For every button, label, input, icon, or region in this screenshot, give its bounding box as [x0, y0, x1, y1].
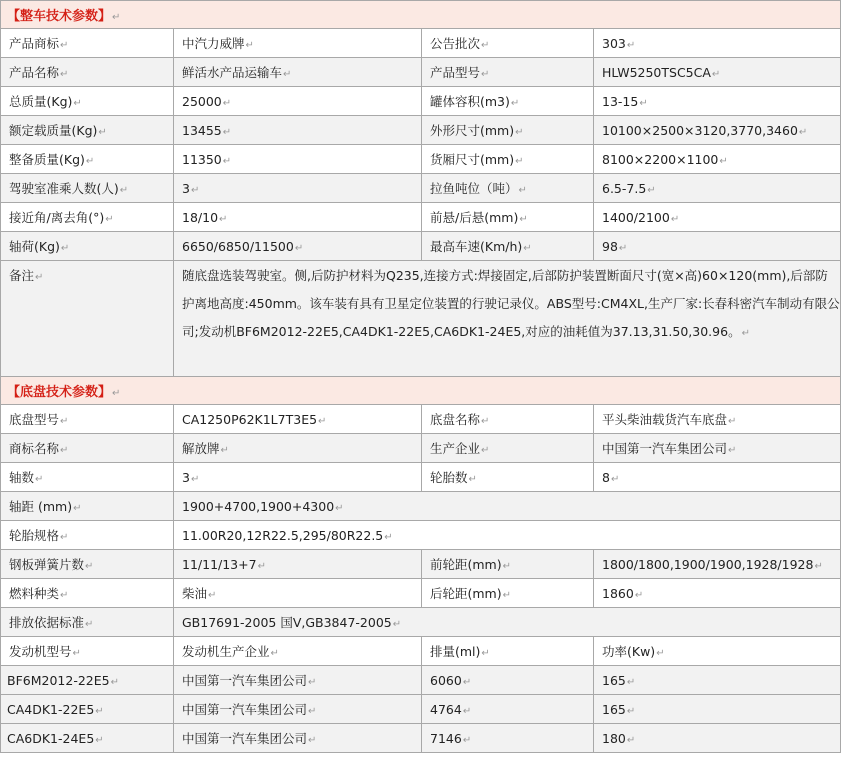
cell-value: 3↵ — [174, 463, 422, 492]
cell-value: 中国第一汽车集团公司↵ — [174, 695, 422, 724]
vehicle-spec-row — [1, 174, 841, 203]
cell-label: 罐体容积(m3)↵ — [422, 87, 594, 116]
cell-value: 6.5-7.5↵ — [594, 174, 841, 203]
vehicle-spec-row — [1, 145, 841, 174]
cell-label: 产品型号↵ — [422, 58, 594, 87]
vehicle-spec-row — [1, 58, 841, 87]
cell-value: GB17691-2005 国Ⅴ,GB3847-2005↵ — [174, 608, 841, 637]
vehicle-spec-row — [1, 116, 841, 145]
chassis-section-title: 【底盘技术参数】↵ — [1, 377, 841, 405]
chassis-row-axles — [1, 463, 841, 492]
chassis-row-tire-spec — [1, 521, 841, 550]
vehicle-spec-row — [1, 29, 841, 58]
cell-value: 165↵ — [594, 666, 841, 695]
cell-value: 303↵ — [594, 29, 841, 58]
cell-label: 公告批次↵ — [422, 29, 594, 58]
cell-value: 中国第一汽车集团公司↵ — [174, 724, 422, 753]
vehicle-section-title: 【整车技术参数】↵ — [1, 1, 841, 29]
cell-label: 轴距 (mm)↵ — [1, 492, 174, 521]
chassis-section-header — [1, 377, 841, 405]
cell-value: BF6M2012-22E5↵ — [1, 666, 174, 695]
cell-label: 后轮距(mm)↵ — [422, 579, 594, 608]
cell-label: 整备质量(Kg)↵ — [1, 145, 174, 174]
cell-label: 接近角/离去角(°)↵ — [1, 203, 174, 232]
cell-value: 180↵ — [594, 724, 841, 753]
cell-value: 25000↵ — [174, 87, 422, 116]
spec-table-body — [1, 1, 841, 753]
cell-value: 1900+4700,1900+4300↵ — [174, 492, 841, 521]
cell-value: 11/11/13+7↵ — [174, 550, 422, 579]
engine-row — [1, 666, 841, 695]
cell-value: 6060↵ — [422, 666, 594, 695]
cell-value: 11.00R20,12R22.5,295/80R22.5↵ — [174, 521, 841, 550]
cell-value: 13-15↵ — [594, 87, 841, 116]
cell-value: 平头柴油载货汽车底盘↵ — [594, 405, 841, 434]
cell-value: HLW5250TSC5CA↵ — [594, 58, 841, 87]
cell-value: 13455↵ — [174, 116, 422, 145]
vehicle-spec-row — [1, 203, 841, 232]
cell-value: 11350↵ — [174, 145, 422, 174]
engine-row — [1, 724, 841, 753]
cell-value: CA6DK1-24E5↵ — [1, 724, 174, 753]
cell-label: 底盘型号↵ — [1, 405, 174, 434]
cell-label: 前轮距(mm)↵ — [422, 550, 594, 579]
cell-label: 排量(ml)↵ — [422, 637, 594, 666]
cell-label: 驾驶室准乘人数(人)↵ — [1, 174, 174, 203]
chassis-row-model — [1, 405, 841, 434]
cell-label: 排放依据标准↵ — [1, 608, 174, 637]
vehicle-section-header — [1, 1, 841, 29]
cell-label: 产品名称↵ — [1, 58, 174, 87]
cell-value: 4764↵ — [422, 695, 594, 724]
cell-label: 功率(Kw)↵ — [594, 637, 841, 666]
cell-value: 中国第一汽车集团公司↵ — [594, 434, 841, 463]
cell-value: 1400/2100↵ — [594, 203, 841, 232]
cell-label: 额定载质量(Kg)↵ — [1, 116, 174, 145]
cell-value: 解放牌↵ — [174, 434, 422, 463]
cell-label: 前悬/后悬(mm)↵ — [422, 203, 594, 232]
cell-value: 98↵ — [594, 232, 841, 261]
cell-label: 轴荷(Kg)↵ — [1, 232, 174, 261]
cell-label: 钢板弹簧片数↵ — [1, 550, 174, 579]
cell-value: CA1250P62K1L7T3E5↵ — [174, 405, 422, 434]
chassis-row-emission — [1, 608, 841, 637]
vehicle-spec-row — [1, 232, 841, 261]
cell-label: 拉鱼吨位（吨）↵ — [422, 174, 594, 203]
cell-label: 发动机型号↵ — [1, 637, 174, 666]
cell-label: 最高车速(Km/h)↵ — [422, 232, 594, 261]
chassis-row-spring — [1, 550, 841, 579]
cell-label: 外形尺寸(mm)↵ — [422, 116, 594, 145]
chassis-row-brand — [1, 434, 841, 463]
cell-label: 产品商标↵ — [1, 29, 174, 58]
cell-value: 6650/6850/11500↵ — [174, 232, 422, 261]
cell-label: 轴数↵ — [1, 463, 174, 492]
remarks-text: 随底盘选装驾驶室。侧,后防护材料为Q235,连接方式:焊接固定,后部防护装置断面尺寸(宽×高)60×120(mm),后部防护离地高度:450mm。该车装有具有卫星定位装置的行驶记录仪。ABS型号:CM4XL,生产厂家:长春科密汽车制动有限公司;发动机BF6M2012-22E5,CA4DK1-22E5,CA6DK1-24E5,对应的油耗值为37.13,31.50,30.96。↵ — [174, 261, 841, 377]
cell-value: 柴油↵ — [174, 579, 422, 608]
cell-value: 1800/1800,1900/1900,1928/1928↵ — [594, 550, 841, 579]
cell-value: CA4DK1-22E5↵ — [1, 695, 174, 724]
cell-value: 7146↵ — [422, 724, 594, 753]
cell-value: 3↵ — [174, 174, 422, 203]
chassis-row-wheelbase — [1, 492, 841, 521]
cell-value: 18/10↵ — [174, 203, 422, 232]
cell-value: 1860↵ — [594, 579, 841, 608]
cell-label: 货厢尺寸(mm)↵ — [422, 145, 594, 174]
remarks-row — [1, 261, 841, 377]
cell-label: 底盘名称↵ — [422, 405, 594, 434]
cell-label: 总质量(Kg)↵ — [1, 87, 174, 116]
engine-header-row — [1, 637, 841, 666]
cell-value: 中汽力威牌↵ — [174, 29, 422, 58]
engine-row — [1, 695, 841, 724]
cell-value: 8100×2200×1100↵ — [594, 145, 841, 174]
vehicle-spec-row — [1, 87, 841, 116]
cell-value: 165↵ — [594, 695, 841, 724]
cell-value: 鲜活水产品运输车↵ — [174, 58, 422, 87]
cell-value: 中国第一汽车集团公司↵ — [174, 666, 422, 695]
cell-label: 轮胎规格↵ — [1, 521, 174, 550]
cell-label: 燃料种类↵ — [1, 579, 174, 608]
chassis-row-fuel — [1, 579, 841, 608]
cell-label: 发动机生产企业↵ — [174, 637, 422, 666]
cell-value: 10100×2500×3120,3770,3460↵ — [594, 116, 841, 145]
cell-value: 8↵ — [594, 463, 841, 492]
cell-label: 轮胎数↵ — [422, 463, 594, 492]
cell-label: 商标名称↵ — [1, 434, 174, 463]
cell-label: 生产企业↵ — [422, 434, 594, 463]
remarks-label: 备注↵ — [1, 261, 174, 377]
